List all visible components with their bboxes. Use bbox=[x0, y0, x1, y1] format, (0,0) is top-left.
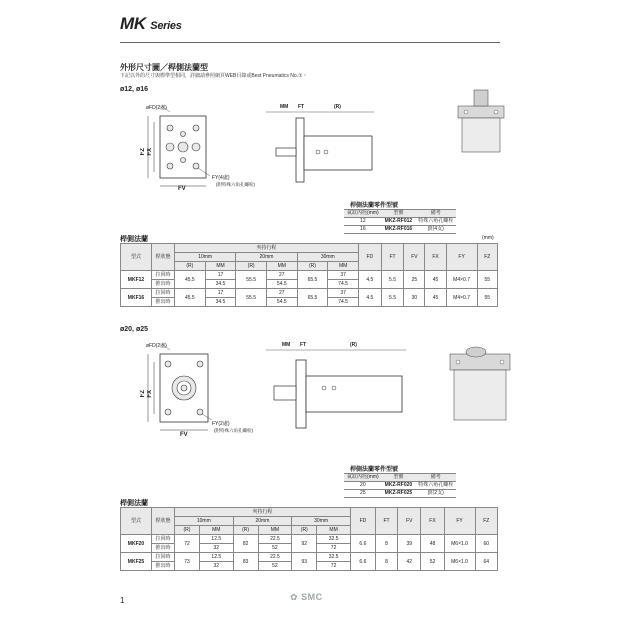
side-view-drawing-2 bbox=[266, 346, 406, 436]
parts-header: 型號 bbox=[382, 474, 416, 482]
label-mm-1: MM bbox=[280, 104, 289, 110]
front-view-drawing-1 bbox=[138, 102, 258, 192]
table-row: MKF12 拉回時 45.5 17 55.5 27 65.5 37 4.5 5.5 25 45 M4×0.7 55 bbox=[121, 271, 498, 280]
label-ft-2: FT bbox=[300, 342, 307, 348]
label-fy-note-2: (附特殊六角孔螺栓) bbox=[214, 428, 253, 433]
label-mm-2: MM bbox=[282, 342, 291, 348]
parts-title-2: 桿側法蘭零件型號 bbox=[350, 467, 399, 473]
unit-1: (mm) bbox=[482, 235, 494, 241]
label-fz-2: FZ bbox=[140, 390, 146, 398]
bore-title-2: ø20, ø25 bbox=[120, 326, 149, 333]
table-row: 20 MKZ-RF020 特殊六角孔螺栓 bbox=[344, 482, 456, 490]
parts-header: 備考 bbox=[415, 210, 456, 218]
label-fv-1: FV bbox=[178, 186, 186, 192]
label-fx-2: FX bbox=[147, 390, 153, 398]
header-rule bbox=[120, 42, 500, 43]
table-row: 12 MKZ-RF012 特殊六角孔螺栓 bbox=[344, 218, 456, 226]
front-view-drawing-2 bbox=[138, 340, 258, 440]
parts-table-2 bbox=[344, 473, 456, 498]
section-title: 外形尺寸圖／桿側法蘭型 bbox=[120, 63, 208, 72]
product-image-2 bbox=[436, 336, 522, 426]
label-fy-2: FY(2處) bbox=[212, 421, 230, 427]
series-main: MK bbox=[120, 14, 146, 33]
table-row: 16 MKZ-RF016 (附4支) bbox=[344, 226, 456, 234]
label-fd-2: øFD(2處) bbox=[146, 343, 167, 349]
label-fd-1: øFD(2處) bbox=[146, 105, 167, 111]
logo-icon: ✿ bbox=[290, 592, 299, 602]
label-r-2: (R) bbox=[350, 342, 357, 348]
table-row: 25 MKZ-RF025 (附2支) bbox=[344, 490, 456, 498]
product-image-1 bbox=[440, 86, 520, 158]
series-title bbox=[120, 14, 182, 34]
parts-header: 氣缸內徑(mm) bbox=[344, 474, 382, 482]
table-row: MKF16 拉回時 45.5 17 55.5 27 65.5 37 4.5 5.5 30 45 M4×0.7 55 bbox=[121, 289, 498, 298]
dimension-table-2: 型式 桿狀態 夾持行程 FD FT FV FX FY FZ 10mm 20mm 30mm (R) MM (R) MM (R) MM MKF20 拉回時 72 12.5 82 22.5 92 32.5 6.6 8 39 48 M6×1.0 60 推出時 32 52 72 MKF25 拉回時 73 12.5 83 22.5 93 32.5 6.6 8 42 52 M6×1.0 64 推出時 32 52 72 bbox=[120, 507, 498, 571]
bore-title-1: ø12, ø16 bbox=[120, 86, 149, 93]
brand-logo bbox=[290, 592, 323, 603]
logo-text: SMC bbox=[301, 592, 323, 602]
label-r-1: (R) bbox=[334, 104, 341, 110]
label-fy-1: FY(4處) bbox=[212, 175, 230, 181]
parts-header: 備考 bbox=[415, 474, 456, 482]
dimension-table-1: 型式 桿狀態 夾持行程 FD FT FV FX FY FZ 10mm 20mm 30mm (R) MM (R) MM (R) MM MKF12 拉回時 45.5 17 55.5 27 65.5 37 4.5 5.5 25 45 M4×0.7 55 推出時 34.5 54.5 74.5 MKF16 拉回時 45.5 17 55.5 27 65.5 37 4.5 5.5 30 45 M4×0.7 55 推出時 34.5 54.5 74.5 bbox=[120, 243, 498, 307]
table-row: MKF25 拉回時 73 12.5 83 22.5 93 32.5 6.6 8 42 52 M6×1.0 64 bbox=[121, 553, 498, 562]
label-fx-1: FX bbox=[147, 148, 153, 156]
label-fy-note-1: (附特殊六角孔螺栓) bbox=[216, 182, 255, 187]
parts-table-1 bbox=[344, 209, 456, 234]
table-title-2: 桿側法蘭 bbox=[120, 500, 148, 507]
page-number: 1 bbox=[120, 596, 125, 605]
parts-header: 型號 bbox=[382, 210, 416, 218]
series-sub: Series bbox=[150, 20, 182, 32]
section-note: 下記以外的尺寸與標準型相同，詳細請參照網頁WEB目錄或Best Pneumatics No.①・ bbox=[120, 73, 308, 79]
parts-header: 氣缸內徑(mm) bbox=[344, 210, 382, 218]
side-view-drawing-1 bbox=[266, 108, 386, 188]
table-title-1: 桿側法蘭 bbox=[120, 236, 148, 243]
parts-title-1: 桿側法蘭零件型號 bbox=[350, 203, 399, 209]
label-ft-1: FT bbox=[298, 104, 305, 110]
table-row: MKF20 拉回時 72 12.5 82 22.5 92 32.5 6.6 8 39 48 M6×1.0 60 bbox=[121, 535, 498, 544]
label-fv-2: FV bbox=[180, 432, 188, 438]
label-fz-1: FZ bbox=[140, 148, 146, 156]
